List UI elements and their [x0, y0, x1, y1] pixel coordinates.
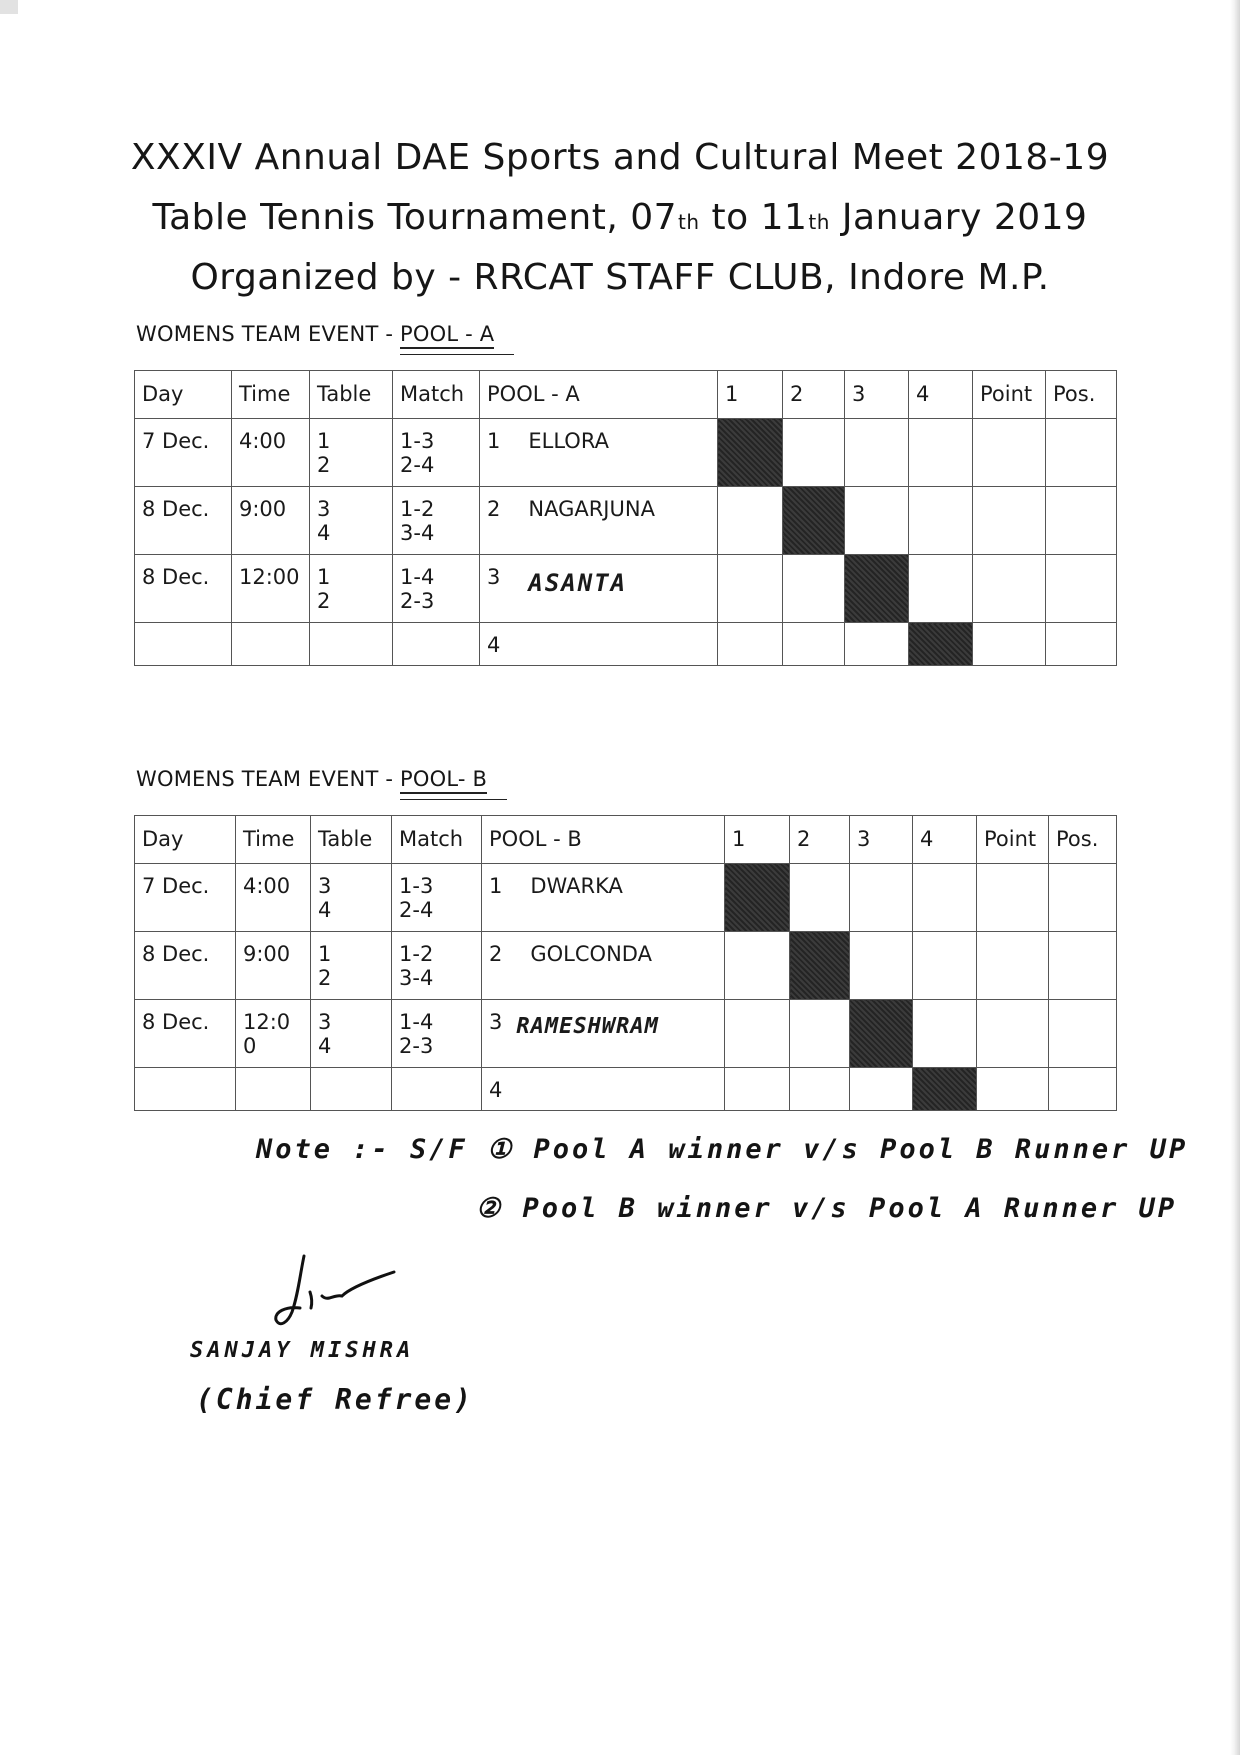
pos-cell: [1049, 1068, 1117, 1111]
header-col-2: 2: [790, 816, 850, 864]
header-match: Match: [392, 816, 482, 864]
table-number: 2: [317, 453, 331, 477]
day-cell: [135, 623, 232, 666]
table-cell: [310, 555, 393, 623]
point-cell: [977, 1000, 1049, 1068]
team-cell: [480, 419, 718, 487]
title-line-3: Organized by - RRCAT STAFF CLUB, Indore M.P.: [190, 257, 1050, 298]
header-pool: POOL - A: [480, 371, 718, 419]
header-col-2: 2: [783, 371, 845, 419]
header-match: Match: [393, 371, 480, 419]
header-col-1: 1: [725, 816, 790, 864]
table-row: [135, 932, 1117, 1000]
pos-cell: [1049, 1000, 1117, 1068]
score-cell: [845, 623, 909, 666]
header-col-4: 4: [909, 371, 973, 419]
header-time: Time: [236, 816, 311, 864]
pool-name: POOL- B: [400, 767, 488, 791]
table-number: 4: [318, 1034, 332, 1058]
header-pool: POOL - B: [482, 816, 725, 864]
shaded-cell: [725, 864, 790, 932]
point-cell: [973, 623, 1046, 666]
pool-name: POOL - A: [400, 322, 495, 346]
point-cell: [973, 487, 1046, 555]
signature-scribble: [270, 1250, 410, 1340]
table-cell: [310, 623, 393, 666]
score-cell: [783, 623, 845, 666]
score-cell: [718, 487, 783, 555]
pos-cell: [1049, 864, 1117, 932]
team-cell: [482, 1068, 725, 1111]
superscript: th: [678, 210, 700, 234]
match-cell: [392, 1000, 482, 1068]
team-number: 2: [489, 942, 503, 966]
match-pair: 3-4: [400, 521, 435, 545]
score-cell: [909, 487, 973, 555]
match-pair: 2-3: [399, 1034, 434, 1058]
shaded-cell: [913, 1068, 977, 1111]
match-pair: 2-4: [399, 898, 434, 922]
table-cell: [311, 1068, 392, 1111]
pos-cell: [1046, 487, 1117, 555]
table-row: [135, 419, 1117, 487]
time-cell: 9:00: [232, 487, 310, 555]
table-number: 2: [317, 589, 331, 613]
header-point: Point: [973, 371, 1046, 419]
match-cell: [393, 487, 480, 555]
score-cell: [790, 1068, 850, 1111]
score-cell: [725, 1000, 790, 1068]
point-cell: [977, 864, 1049, 932]
team-number: 1: [487, 429, 501, 453]
team-cell: [482, 1000, 725, 1068]
header-col-4: 4: [913, 816, 977, 864]
time-part: 0: [243, 1034, 257, 1058]
day-cell: [135, 1068, 236, 1111]
team-cell: [482, 932, 725, 1000]
title-line-2-part: Table Tennis Tournament, 07: [152, 197, 678, 238]
match-cell: [393, 623, 480, 666]
point-cell: [977, 1068, 1049, 1111]
handwritten-team-name: ASANTA: [528, 569, 628, 597]
team-number: 3: [489, 1010, 503, 1034]
team-cell: [480, 487, 718, 555]
score-cell: [850, 864, 913, 932]
table-cell: [311, 864, 392, 932]
table-number: 3: [317, 497, 331, 521]
title-line-2-part: January 2019: [829, 197, 1088, 238]
team-number: 4: [487, 633, 501, 657]
table-row: [135, 1000, 1117, 1068]
score-cell: [790, 1000, 850, 1068]
score-cell: [850, 1068, 913, 1111]
team-name: ELLORA: [528, 429, 609, 453]
match-pair: 1-3: [400, 429, 435, 453]
pos-cell: [1046, 555, 1117, 623]
shaded-cell: [909, 623, 973, 666]
title-line-2-part: to 11: [699, 197, 808, 238]
team-name: NAGARJUNA: [528, 497, 655, 521]
match-pair: 3-4: [399, 966, 434, 990]
match-cell: [392, 1068, 482, 1111]
handwritten-team-name: RAMESHWRAM: [516, 1014, 659, 1039]
title-line-2: [0, 188, 1240, 248]
team-cell: [480, 623, 718, 666]
pool-b-label: [136, 767, 487, 791]
time-cell: 12:00: [232, 555, 310, 623]
day-cell: 7 Dec.: [135, 864, 236, 932]
table-header-row: [135, 816, 1117, 864]
shaded-cell: [790, 932, 850, 1000]
table-row: [135, 487, 1117, 555]
table-cell: [311, 932, 392, 1000]
team-number: 2: [487, 497, 501, 521]
superscript: th: [808, 210, 830, 234]
score-cell: [909, 419, 973, 487]
title-line-1: XXXIV Annual DAE Sports and Cultural Meet 2018-19: [130, 137, 1110, 178]
match-pair: 1-4: [399, 1010, 434, 1034]
team-name: DWARKA: [530, 874, 623, 898]
header-point: Point: [977, 816, 1049, 864]
table-row: [135, 864, 1117, 932]
score-cell: [783, 419, 845, 487]
team-number: 4: [489, 1078, 503, 1102]
pool-a-label: [136, 322, 494, 346]
day-cell: 8 Dec.: [135, 1000, 236, 1068]
header-day: Day: [135, 371, 232, 419]
score-cell: [850, 932, 913, 1000]
time-cell: [232, 623, 310, 666]
pos-cell: [1049, 932, 1117, 1000]
table-number: 3: [318, 1010, 332, 1034]
table-number: 3: [318, 874, 332, 898]
referee-name: SANJAY MISHRA: [190, 1338, 415, 1363]
match-pair: 2-4: [400, 453, 435, 477]
table-number: 1: [318, 942, 332, 966]
day-cell: 7 Dec.: [135, 419, 232, 487]
team-number: 1: [489, 874, 503, 898]
referee-title: (Chief Refree): [196, 1383, 475, 1416]
match-cell: [392, 932, 482, 1000]
team-cell: [482, 864, 725, 932]
header-pos: Pos.: [1049, 816, 1117, 864]
time-cell: 9:00: [236, 932, 311, 1000]
point-cell: [973, 419, 1046, 487]
header-col-3: 3: [850, 816, 913, 864]
time-cell: 4:00: [236, 864, 311, 932]
team-cell: [480, 555, 718, 623]
table-number: 4: [318, 898, 332, 922]
table-row: [135, 555, 1117, 623]
day-cell: 8 Dec.: [135, 932, 236, 1000]
shaded-cell: [845, 555, 909, 623]
event-label: WOMENS TEAM EVENT -: [136, 767, 401, 791]
note-line-2: ② Pool B winner v/s Pool A Runner UP: [476, 1193, 1178, 1224]
pos-cell: [1046, 419, 1117, 487]
shaded-cell: [850, 1000, 913, 1068]
match-pair: 1-3: [399, 874, 434, 898]
scan-corner-mark: [0, 0, 18, 14]
table-header-row: [135, 371, 1117, 419]
table-cell: [310, 487, 393, 555]
match-pair: 1-2: [400, 497, 435, 521]
match-cell: [393, 419, 480, 487]
shaded-cell: [783, 487, 845, 555]
day-cell: 8 Dec.: [135, 487, 232, 555]
table-row: [135, 1068, 1117, 1111]
score-cell: [725, 932, 790, 1000]
shaded-cell: [718, 419, 783, 487]
match-pair: 1-2: [399, 942, 434, 966]
time-cell: 4:00: [232, 419, 310, 487]
score-cell: [913, 1000, 977, 1068]
note-line-1: Note :- S/F ① Pool A winner v/s Pool B Runner UP: [256, 1134, 1189, 1165]
score-cell: [845, 487, 909, 555]
match-pair: 1-4: [400, 565, 435, 589]
score-cell: [725, 1068, 790, 1111]
time-cell: [236, 1000, 311, 1068]
table-cell: [310, 419, 393, 487]
match-cell: [393, 555, 480, 623]
score-cell: [909, 555, 973, 623]
table-number: 2: [318, 966, 332, 990]
score-cell: [913, 864, 977, 932]
time-cell: [236, 1068, 311, 1111]
match-cell: [392, 864, 482, 932]
team-number: 3: [487, 565, 501, 589]
event-label: WOMENS TEAM EVENT -: [136, 322, 401, 346]
pool-a-table: [134, 370, 1117, 666]
pos-cell: [1046, 623, 1117, 666]
score-cell: [718, 623, 783, 666]
header-day: Day: [135, 816, 236, 864]
header-col-1: 1: [718, 371, 783, 419]
table-cell: [311, 1000, 392, 1068]
score-cell: [718, 555, 783, 623]
score-cell: [790, 864, 850, 932]
table-number: 4: [317, 521, 331, 545]
table-number: 1: [317, 429, 331, 453]
header-table: Table: [311, 816, 392, 864]
team-name: GOLCONDA: [530, 942, 652, 966]
header-table: Table: [310, 371, 393, 419]
score-cell: [913, 932, 977, 1000]
score-cell: [845, 419, 909, 487]
document-title: [0, 128, 1240, 308]
point-cell: [977, 932, 1049, 1000]
point-cell: [973, 555, 1046, 623]
day-cell: 8 Dec.: [135, 555, 232, 623]
pool-b-table: [134, 815, 1117, 1111]
score-cell: [783, 555, 845, 623]
table-number: 1: [317, 565, 331, 589]
header-col-3: 3: [845, 371, 909, 419]
header-pos: Pos.: [1046, 371, 1117, 419]
header-time: Time: [232, 371, 310, 419]
time-part: 12:0: [243, 1010, 291, 1034]
table-row: [135, 623, 1117, 666]
match-pair: 2-3: [400, 589, 435, 613]
